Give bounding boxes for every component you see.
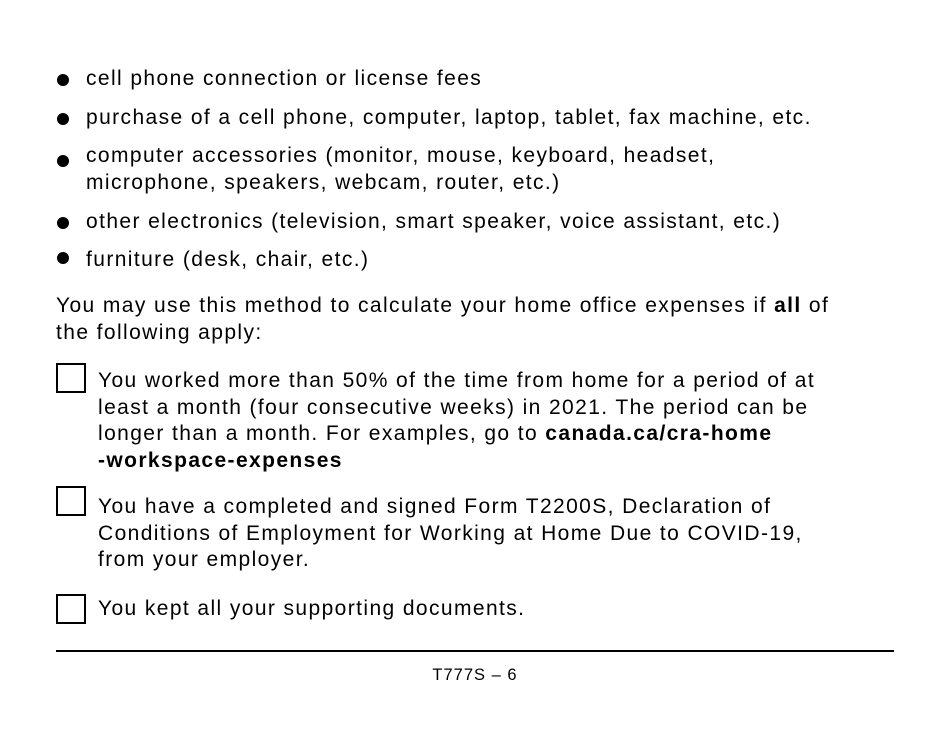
condition-text <box>98 368 898 474</box>
bullet-icon <box>57 155 69 167</box>
condition-text <box>98 494 898 574</box>
list-item <box>56 208 916 235</box>
condition-text <box>98 596 898 623</box>
condition-line: from your employer. <box>98 548 311 571</box>
checkbox-supporting-documents[interactable] <box>56 594 86 624</box>
bullet-icon <box>57 252 69 264</box>
intro-paragraph <box>56 292 906 346</box>
intro-text: You may use this method to calculate your home office expenses if <box>56 294 775 317</box>
bullet-text: cell phone connection or license fees <box>86 67 483 90</box>
page-number: T777S – 6 <box>432 666 518 684</box>
list-item <box>56 142 916 196</box>
bullet-icon <box>57 217 69 229</box>
intro-emphasis: all <box>774 294 802 317</box>
bullet-icon <box>57 74 69 86</box>
cra-link[interactable]: canada.ca/cra-home <box>545 422 773 445</box>
intro-text: the following apply: <box>56 321 263 344</box>
bullet-text: other electronics (television, smart speaker, voice assistant, etc.) <box>86 209 782 233</box>
list-item <box>56 246 916 273</box>
cra-link[interactable]: -workspace-expenses <box>98 448 343 472</box>
bullet-text: microphone, speakers, webcam, router, etc.) <box>86 171 561 194</box>
condition-line: You have a completed and signed Form T2200S, Declaration of <box>98 495 772 518</box>
condition-line: longer than a month. For examples, go to <box>98 422 546 445</box>
bullet-icon <box>57 113 69 125</box>
footer-divider <box>56 650 894 652</box>
expense-bullet-list <box>56 65 916 285</box>
bullet-text: purchase of a cell phone, computer, laptop, tablet, fax machine, etc. <box>86 105 812 129</box>
bullet-text: furniture (desk, chair, etc.) <box>86 248 370 271</box>
checkbox-worked-from-home[interactable] <box>56 363 86 393</box>
condition-line: Conditions of Employment for Working at Home Due to COVID-19, <box>98 521 803 545</box>
checkbox-form-t2200s[interactable] <box>56 486 86 516</box>
condition-line: You kept all your supporting documents. <box>98 597 526 620</box>
bullet-text: computer accessories (monitor, mouse, keyboard, headset, <box>86 144 716 167</box>
list-item <box>56 65 916 92</box>
intro-text: of <box>801 294 830 317</box>
condition-line: You worked more than 50% of the time from home for a period of at <box>98 369 816 392</box>
list-item <box>56 104 916 131</box>
condition-line: least a month (four consecutive weeks) in 2021. The period can be <box>98 395 809 419</box>
